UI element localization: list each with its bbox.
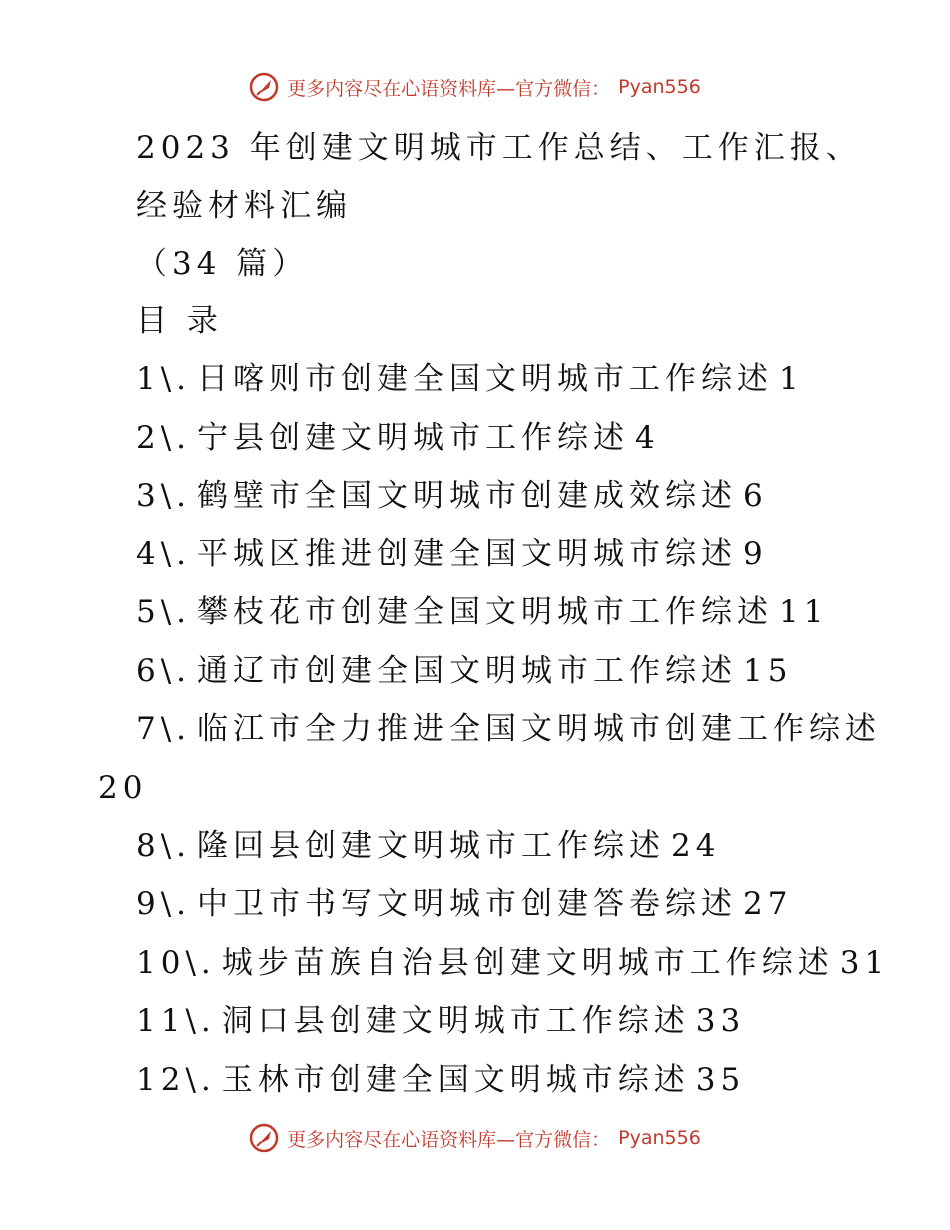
toc-item[interactable] xyxy=(136,1001,745,1041)
toc-item-number: 3\. xyxy=(136,478,192,514)
doc-title-line1: 2023 年创建文明城市工作总结、工作汇报、 xyxy=(136,130,862,166)
toc-item-title: 城步苗族自治县创建文明城市工作综述 xyxy=(221,945,834,981)
toc-item-title: 鹤壁市全国文明城市创建成效综述 xyxy=(197,478,738,514)
toc-item-number: 5\. xyxy=(136,594,192,630)
banner-text: 更多内容尽在心语资料库—官方微信： xyxy=(287,77,611,100)
toc-item-title: 宁县创建文明城市工作综述 xyxy=(197,420,630,456)
toc-item-page: 9 xyxy=(743,536,768,572)
toc-item-title: 临江市全力推进全国文明城市创建工作综述 xyxy=(197,711,882,747)
toc-item-page: 33 xyxy=(695,1003,746,1039)
toc-item[interactable] xyxy=(136,651,792,691)
toc-item-number: 11\. xyxy=(136,1003,216,1039)
toc-item[interactable] xyxy=(136,418,660,458)
toc-item[interactable] xyxy=(136,359,804,399)
toc-item-page: 27 xyxy=(743,886,793,922)
toc-item[interactable] xyxy=(136,943,889,983)
toc-item[interactable] xyxy=(136,476,768,516)
toc-item-number: 6\. xyxy=(136,653,192,689)
footer-banner xyxy=(0,1123,950,1153)
banner-text: 更多内容尽在心语资料库—官方微信： xyxy=(287,1128,611,1151)
toc-item[interactable] xyxy=(136,884,792,924)
toc-item-title: 洞口县创建文明城市工作综述 xyxy=(221,1003,690,1039)
doc-title-line2: 经验材料汇编 xyxy=(136,188,352,224)
toc-item[interactable] xyxy=(136,592,828,632)
toc-item[interactable] xyxy=(136,534,768,574)
toc-item-page: 11 xyxy=(779,594,829,630)
banner-wechat-id: Pyan556 xyxy=(618,76,701,98)
toc-item-number: 1\. xyxy=(136,361,192,397)
quill-logo-icon xyxy=(249,72,279,102)
toc-item-title: 中卫市书写文明城市创建答卷综述 xyxy=(197,886,738,922)
quill-logo-icon xyxy=(249,1123,279,1153)
doc-count: （34 篇） xyxy=(136,246,309,282)
toc-item-page-wrapped: 20 xyxy=(98,770,148,806)
toc-item-page: 4 xyxy=(635,420,660,456)
toc-item-page: 1 xyxy=(779,361,804,397)
toc-item-title: 平城区推进创建全国文明城市综述 xyxy=(197,536,738,572)
toc-heading: 目 录 xyxy=(136,303,223,339)
toc-item-page: 24 xyxy=(671,828,721,864)
toc-item-number: 9\. xyxy=(136,886,192,922)
toc-item[interactable] xyxy=(136,1060,745,1100)
toc-item-number: 8\. xyxy=(136,828,192,864)
toc-item-page: 31 xyxy=(839,945,890,981)
toc-item[interactable] xyxy=(136,709,881,749)
toc-item-title: 隆回县创建文明城市工作综述 xyxy=(197,828,666,864)
toc-item-page: 35 xyxy=(695,1062,746,1098)
toc-item-number: 12\. xyxy=(136,1062,216,1098)
toc-item[interactable] xyxy=(136,826,720,866)
toc-item-title: 玉林市创建全国文明城市综述 xyxy=(221,1062,690,1098)
toc-item-page: 6 xyxy=(743,478,768,514)
banner-wechat-id: Pyan556 xyxy=(618,1127,701,1149)
header-banner xyxy=(0,72,950,102)
toc-item-title: 攀枝花市创建全国文明城市工作综述 xyxy=(197,594,774,630)
toc-item-number: 7\. xyxy=(136,711,192,747)
toc-item-title: 通辽市创建全国文明城市工作综述 xyxy=(197,653,738,689)
toc-item-number: 10\. xyxy=(136,945,216,981)
toc-item-number: 4\. xyxy=(136,536,192,572)
toc-item-title: 日喀则市创建全国文明城市工作综述 xyxy=(197,361,774,397)
toc-item-number: 2\. xyxy=(136,420,192,456)
toc-item-page: 15 xyxy=(743,653,793,689)
